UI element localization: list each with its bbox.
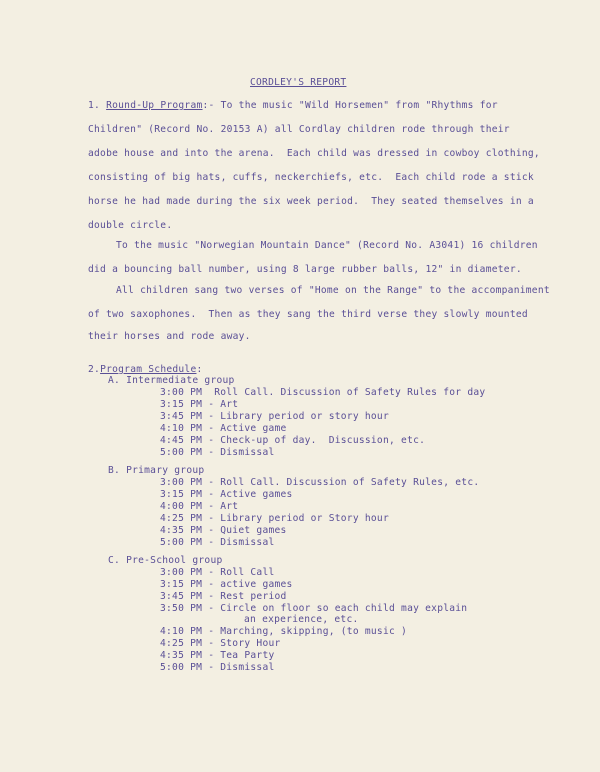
schedule-item: 3:50 PM - Circle on floor so each child may explain (160, 603, 468, 614)
paragraph-line: adobe house and into the arena. Each child was dressed in cowboy clothing, (88, 148, 540, 159)
section-2-heading: Program Schedule (100, 364, 197, 375)
schedule-item: 5:00 PM - Dismissal (160, 662, 275, 673)
section-1-first-line (88, 100, 498, 112)
paragraph-line: Children" (Record No. 20153 A) all Cordlay children rode through their (88, 124, 510, 135)
paragraph-line: double circle. (88, 220, 173, 231)
schedule-item: 4:10 PM - Marching, skipping, (to music ) (160, 626, 408, 637)
schedule-item: 4:25 PM - Story Hour (160, 638, 281, 649)
paragraph-line: did a bouncing ball number, using 8 large rubber balls, 12" in diameter. (88, 264, 522, 275)
schedule-item-continuation: an experience, etc. (244, 614, 359, 625)
schedule-item: 4:10 PM - Active game (160, 423, 287, 434)
group-label: B. Primary group (108, 465, 205, 476)
schedule-item: 4:45 PM - Check-up of day. Discussion, etc. (160, 435, 426, 446)
schedule-item: 3:00 PM Roll Call. Discussion of Safety Rules for day (160, 387, 486, 398)
paragraph-line: To the music "Norwegian Mountain Dance" (Record No. A3041) 16 children (116, 240, 538, 251)
schedule-item: 4:35 PM - Tea Party (160, 650, 275, 661)
schedule-item: 3:45 PM - Library period or story hour (160, 411, 389, 422)
section-1-number: 1. (88, 100, 101, 111)
group-label: C. Pre-School group (108, 555, 223, 566)
schedule-item: 4:00 PM - Art (160, 501, 239, 512)
schedule-item: 4:25 PM - Library period or Story hour (160, 513, 389, 524)
schedule-item: 3:15 PM - Active games (160, 489, 293, 500)
schedule-item: 3:00 PM - Roll Call (160, 567, 275, 578)
paragraph-line: All children sang two verses of "Home on the Range" to the accompaniment (116, 285, 550, 296)
paragraph-line: :- To the music "Wild Horsemen" from "Rhythms for (202, 100, 498, 111)
paragraph-line: horse he had made during the six week period. They seated themselves in a (88, 196, 534, 207)
schedule-item: 4:35 PM - Quiet games (160, 525, 287, 536)
schedule-item: 3:15 PM - Art (160, 399, 239, 410)
section-2-number: 2. (88, 364, 101, 375)
schedule-item: 3:15 PM - active games (160, 579, 293, 590)
section-2-heading-line: 2.Program Schedule: (88, 364, 203, 375)
paragraph-line: consisting of big hats, cuffs, neckerchiefs, etc. Each child rode a stick (88, 172, 534, 183)
page-title: CORDLEY'S REPORT (250, 77, 347, 88)
schedule-item: 3:45 PM - Rest period (160, 591, 287, 602)
schedule-item: 5:00 PM - Dismissal (160, 447, 275, 458)
paragraph-line: their horses and rode away. (88, 331, 251, 342)
paragraph-line: of two saxophones. Then as they sang the third verse they slowly mounted (88, 309, 528, 320)
schedule-item: 5:00 PM - Dismissal (160, 537, 275, 548)
group-label: A. Intermediate group (108, 375, 235, 386)
section-1-heading: Round-Up Program (106, 100, 203, 111)
schedule-item: 3:00 PM - Roll Call. Discussion of Safety Rules, etc. (160, 477, 480, 488)
